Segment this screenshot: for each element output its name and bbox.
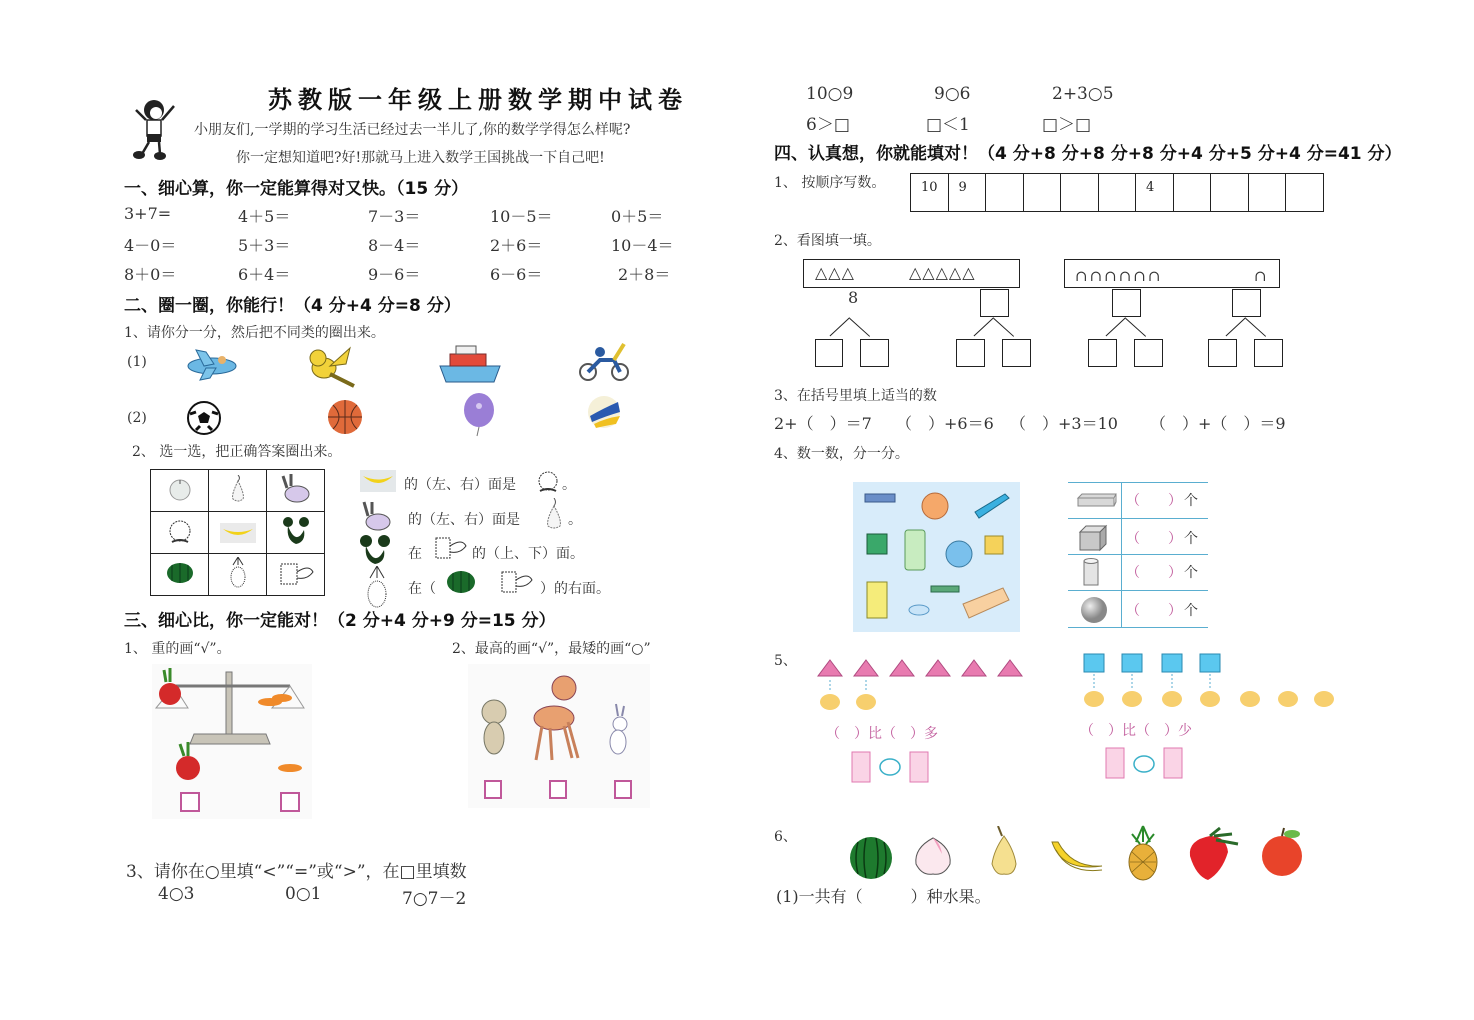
section-3-heading: 三、细心比，你一定能对！（2 分+4 分+9 分=15 分） [124,611,556,631]
pear-icon [984,826,1024,878]
section-1-heading: 一、细心算，你一定能算得对又快。（15 分） [124,179,469,199]
count-blank[interactable]: （ ） [1126,531,1182,547]
number-sequence-table [910,173,1324,212]
section-4-q3: 3、在括号里填上适当的数 [774,388,937,404]
branch-line [973,317,994,336]
arcs-left: ∩∩∩∩∩∩ [1075,267,1163,285]
watermelon-icon [848,834,894,880]
q5-left-text[interactable]: （ ）比（ ）多 [826,726,938,742]
cube-icon [1078,524,1108,552]
compare-item: 7○7－2 [402,889,467,909]
compare-item: □＞□ [1042,115,1092,135]
grid-banana-icon [209,512,267,554]
answer-box[interactable] [815,339,843,367]
statement-cat-icon-2 [498,568,536,596]
heavy-carrot-checkbox[interactable] [280,792,300,812]
count-unit: 个 [1184,603,1198,619]
seq-cell[interactable]: 10 [911,174,949,212]
answer-box[interactable] [1002,339,1031,367]
branch-line [829,317,850,336]
section-2-heading: 二、圈一圈，你能行！（4 分+4 分=8 分） [124,296,461,316]
answer-box[interactable] [860,339,889,367]
section-4-q2: 2、看图填一填。 [774,233,881,249]
section-3-q3: 3、请你在○里填“<”“=”或“>”，在□里填数 [126,862,467,882]
fill-expr[interactable]: 2+（ ）＝7 [774,414,872,433]
section-2-q1: 1、请你分一分，然后把不同类的圈出来。 [124,325,385,341]
grid-pineapple-icon [209,554,267,596]
grid-watermelon-icon [151,554,209,596]
airplane-icon[interactable] [182,346,240,384]
branch-line [993,318,1014,337]
calc-item: 4＋5＝ [238,207,291,226]
section-4-q6-label: 6、 [774,829,797,845]
row-1-label: (1) [127,354,147,370]
q6-sub1[interactable]: (1)一共有（ ）种水果。 [776,887,991,906]
statement-watermelon-icon [446,570,476,594]
calc-item: 6＋4＝ [238,265,291,284]
seq-cell[interactable] [1061,174,1099,212]
calc-item: 7－3＝ [368,207,421,226]
arcs-right: ∩ [1254,267,1267,285]
motorcycle-icon[interactable] [578,340,630,382]
row-2-label: (2) [127,410,147,426]
ship-icon[interactable] [438,340,502,386]
compare-item: □＜1 [926,115,970,135]
triangles-left: △△△ [815,263,855,282]
calc-item: 5＋3＝ [238,236,291,255]
statement-rabbit-icon [360,500,394,532]
position-grid [150,469,325,596]
seq-cell[interactable]: 9 [948,174,986,212]
section-4-q4: 4、数一数，分一分。 [774,446,909,462]
count-blank[interactable]: （ ） [1126,603,1182,619]
statement-cat-icon [432,534,470,562]
answer-box[interactable] [956,339,985,367]
apple-icon [1256,826,1308,878]
calc-item: 8＋0＝ [124,265,177,284]
section-3-q2: 2、最高的画“√”，最矮的画“○” [452,641,651,657]
grid-peach-icon [151,512,209,554]
cartoon-boy-illustration [130,96,182,162]
peach-icon [912,834,954,878]
calc-item: 2＋6＝ [490,236,543,255]
sphere-icon [1080,596,1108,624]
answer-box[interactable] [1112,289,1141,317]
seq-cell[interactable] [1286,174,1324,212]
q5-right-text[interactable]: （ ）比（ ）少 [1080,723,1192,739]
calc-item: 6－6＝ [490,265,543,284]
calc-item: 9－6＝ [368,265,421,284]
statement-peach-icon [536,467,560,495]
seq-cell[interactable]: 4 [1136,174,1174,212]
given-total: 8 [848,288,859,307]
answer-box[interactable] [1208,339,1237,367]
compare-item: 2+3○5 [1052,84,1114,104]
answer-box[interactable] [1232,289,1261,317]
cuboid-icon [1076,492,1118,508]
count-unit: 个 [1184,493,1198,509]
calc-item: 10－5＝ [490,207,553,226]
count-unit: 个 [1184,565,1198,581]
statement-mouse-icon [360,534,390,566]
bird-icon[interactable] [302,344,358,390]
grid-pear-icon [209,470,267,512]
grid-cat-icon [267,554,325,596]
count-unit: 个 [1184,531,1198,547]
grid-rabbit-icon [267,470,325,512]
grid-mouse-icon [267,512,325,554]
seq-cell[interactable] [1173,174,1211,212]
heavy-radish-checkbox[interactable] [180,792,200,812]
banana-icon [1048,838,1106,876]
statement-3-prefix: 在 [408,546,422,562]
deer-box[interactable] [549,780,567,799]
fill-expr[interactable]: （ ）+3＝10 [1010,414,1118,433]
cylinder-icon [1082,558,1100,588]
section-4-heading: 四、认真想，你就能填对！（4 分+8 分+8 分+8 分+4 分+5 分+4 分=41 分） [774,144,1402,164]
intro-line-2: 你一定想知道吧?好!那就马上进入数学王国挑战一下自己吧! [236,150,605,166]
branch-line [1225,317,1246,336]
branch-line [1245,318,1266,337]
statement-2-end: 。 [568,512,582,528]
count-blank[interactable]: （ ） [1126,493,1182,509]
compare-item: 9○6 [934,84,971,104]
more-comparison-picture [806,652,1046,790]
section-4-q5-label: 5、 [774,653,797,669]
answer-box[interactable] [1088,339,1117,367]
volleyball-icon[interactable] [586,394,622,430]
triangles-right: △△△△△ [909,263,976,282]
intro-line-1: 小朋友们,一学期的学习生活已经过去一半儿了,你的数学学得怎么样呢? [194,122,631,138]
branch-line [1125,318,1146,337]
seq-cell[interactable] [986,174,1024,212]
section-2-q2: 2、 选一选，把正确答案圈出来。 [132,444,342,460]
branch-line [1105,317,1126,336]
calc-item: 10－4＝ [611,236,674,255]
section-3-q1: 1、 重的画“√”。 [124,641,231,657]
statement-pear-icon [542,498,566,530]
section-4-q1: 1、 按顺序写数。 [774,175,886,191]
strawberry-icon [1186,826,1244,882]
compare-item: 0○1 [285,884,322,904]
compare-item: 4○3 [158,884,195,904]
statement-4-prefix: 在（ [408,581,436,597]
statement-3-text: 的（上、下）面。 [472,546,584,562]
statement-2-text: 的（左、右）面是 [408,512,520,528]
seq-cell[interactable] [1098,174,1136,212]
calc-item: 0＋5＝ [611,207,664,226]
rabbit-box[interactable] [614,780,632,799]
statement-4-text: ）的右面。 [540,581,610,597]
answer-box[interactable] [1254,339,1283,367]
pineapple-icon [1124,824,1162,882]
seq-cell[interactable] [1211,174,1249,212]
calc-item: 8－4＝ [368,236,421,255]
fill-expr[interactable]: （ ）+6＝6 [896,414,994,433]
statement-banana-icon [360,470,396,492]
statement-1-text: 的（左、右）面是 [404,477,516,493]
compare-item: 10○9 [806,84,854,104]
calc-item: 3+7= [124,204,172,223]
answer-box[interactable] [980,289,1009,317]
balloon-icon[interactable] [462,392,496,438]
calc-item: 2＋8＝ [618,265,671,284]
statement-1-end: 。 [562,477,576,493]
grid-apple-icon [151,470,209,512]
bear-box[interactable] [484,780,502,799]
page-title: 苏教版一年级上册数学期中试卷 [268,85,688,114]
seq-cell[interactable] [1023,174,1061,212]
count-blank[interactable]: （ ） [1126,565,1182,581]
branch-line [849,318,870,337]
compare-item: 6＞□ [806,115,850,135]
basketball-icon[interactable] [326,398,364,436]
seq-cell[interactable] [1248,174,1286,212]
statement-pineapple-icon [364,566,390,608]
fill-expr[interactable]: （ ）+（ ）＝9 [1150,414,1286,433]
calc-item: 4－0＝ [124,236,177,255]
shapes-picture [853,482,1020,632]
answer-box[interactable] [1134,339,1163,367]
soccer-ball-icon[interactable] [186,400,222,436]
